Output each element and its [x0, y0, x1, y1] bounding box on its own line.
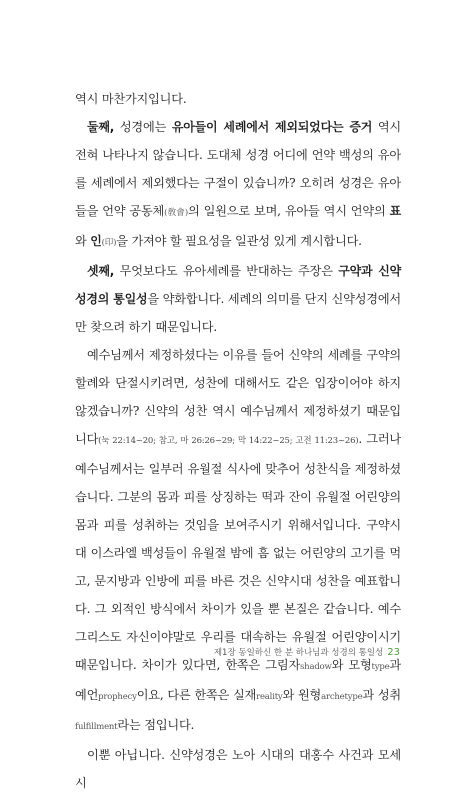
sign-term: 표: [389, 204, 401, 218]
paragraph-5-text: 이뿐 아닙니다. 신약성경은 노아 시대의 대홍수 사건과 모세 시: [75, 748, 401, 790]
paragraph-4: [75, 341, 401, 741]
paragraph-3-lead: 셋째,: [87, 264, 115, 278]
page-footer: [200, 646, 400, 658]
paragraph-2-emphasis: 유아들이 세례에서 제외되었다는 증거: [171, 120, 373, 134]
paragraph-1-text: 역시 마찬가지입니다.: [75, 92, 187, 106]
paragraph-4-text-d: 과 예언: [75, 658, 401, 702]
seal-hanja: (印): [101, 238, 117, 248]
term-shadow: shadow: [300, 662, 332, 672]
paragraph-4-text-f: 와 원형: [282, 688, 322, 702]
page-number: 23: [387, 647, 400, 658]
paragraph-4-text-c: 와 모형: [331, 658, 372, 672]
paragraph-3-emphasis: 구약과 신약성경의 통일성: [75, 264, 401, 306]
scripture-references: (눅 22:14~20; 참고, 마 26:26~29; 막 14:22~25; 고전 11:23~26): [98, 436, 359, 446]
paragraph-2-text-a: 성경에는: [114, 120, 172, 134]
paragraph-2-lead: 둘째,: [87, 120, 115, 134]
paragraph-4-text-h: 라는 점입니다.: [117, 718, 195, 732]
paragraph-2-text-d: 와: [75, 234, 91, 248]
seal-term: 인: [90, 234, 102, 248]
paragraph-2-text-c: 의 일원으로 보며, 유아들 역시 언약의: [188, 204, 390, 218]
term-type: type: [371, 662, 390, 672]
paragraph-3: [75, 257, 401, 341]
running-title: 제1장 동일하신 한 분 하나님과 성경의 통일성: [213, 648, 384, 658]
term-prophecy: prophecy: [98, 692, 137, 702]
term-archetype: archetype: [321, 692, 363, 702]
paragraph-3-text-b: 을 약화합니다. 세례의 의미를 단지 신약성경에서만 찾으려 하기 때문입니다.: [75, 292, 401, 334]
paragraph-2: [75, 113, 401, 257]
paragraph-4-text-e: 이요, 다른 한쪽은 실재: [136, 688, 257, 702]
paragraph-4-text-a: 예수님께서 제정하셨다는 이유를 들어 신약의 세례를 구약의 할례와 단절시키려면, 성찬에 대해서도 같은 입장이어야 하지 않겠습니까? 신약의 성찬 역시 예수님께서 제정하셨기 때문입니다: [75, 348, 401, 446]
church-hanja: (敎會): [164, 208, 189, 218]
paragraph-2-text-e: 을 가져야 할 필요성을 일관성 있게 계시합니다.: [116, 234, 362, 248]
body-text: [75, 85, 401, 797]
paragraph-5: [75, 741, 401, 797]
paragraph-4-text-b: . 그러나 예수님께서는 일부러 유월절 식사에 맞추어 성찬식을 제정하셨습니다. 그분의 몸과 피를 상징하는 떡과 잔이 유월절 어린양의 몸과 피를 성취하는 것임을 보여주시기 위해서입니다. 구약시대 이스라엘 백성들이 유월절 밤에 흠 없는 어린양의 고기를 먹고, 문지방과 인방에 피를 바른 것은 신약시대 성찬을 예표합니다. 그 외적인 방식에서 차이가 있을 뿐 본질은 같습니다. 예수 그리스도 자신이야말로 우리를 대속하는 유월절 어린양이시기 때문입니다. 차이가 있다면, 한쪽은 그림자: [75, 432, 402, 672]
paragraph-4-text-g: 과 성취: [362, 688, 401, 702]
paragraph-1: [75, 85, 401, 113]
paragraph-2-text-b: 역시 전혀 나타나지 않습니다. 도대체 성경 어디에 언약 백성의 유아를 세례에서 제외했다는 구절이 있습니까? 오히려 성경은 유아들을 언약 공동체: [75, 120, 402, 218]
term-reality: reality: [256, 692, 283, 702]
term-fulfillment: fulfillment: [75, 722, 118, 732]
paragraph-3-text-a: 무엇보다도 유아세례를 반대하는 주장은: [114, 264, 339, 278]
